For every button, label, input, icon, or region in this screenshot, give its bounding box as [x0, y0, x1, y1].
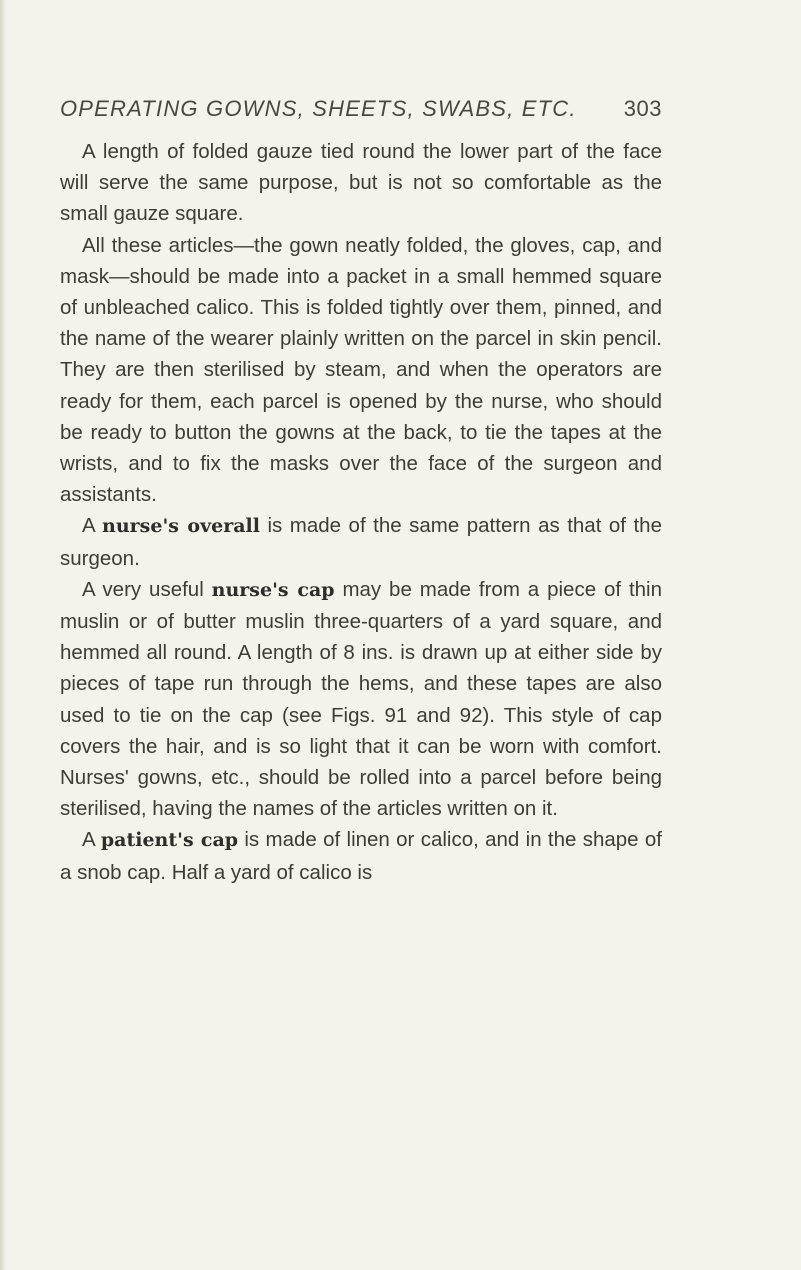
running-head-title: OPERATING GOWNS, SHEETS, SWABS, ETC. — [60, 96, 577, 121]
paragraph-gauze-length — [60, 136, 662, 230]
term-nurses-cap: nurse's cap — [211, 578, 335, 601]
paragraph-patients-cap — [60, 824, 662, 887]
paragraph-pre: A — [82, 828, 101, 852]
body-text — [60, 136, 662, 888]
page-number: 303 — [623, 96, 662, 121]
paragraph-packet — [60, 230, 662, 511]
paragraph-text: A length of folded gauze tied round the lower part of the face will serve the same purpose, but is not so comfortable as the small gauze square. — [60, 140, 662, 226]
book-page — [60, 96, 662, 888]
term-patients-cap: patient's cap — [100, 829, 239, 852]
paragraph-text: All these articles—the gown neatly folded, the gloves, cap, and mask—should be made into a packet in a small hemmed square of unbleached calico. This is folded tightly over them, pinned, and the name of the wearer plainly written on the parcel in skin pencil. They are then sterilised by steam, and when the operators are ready for them, each parcel is opened by the nurse, who should be ready to button the gowns at the back, to tie the tapes at the wrists, and to fix the masks over the face of the surgeon and assistants. — [60, 233, 662, 507]
running-head — [60, 96, 662, 136]
paragraph-nurses-overall — [60, 510, 662, 573]
paragraph-pre: A very useful — [82, 577, 212, 601]
term-nurses-overall: nurse's overall — [102, 515, 260, 538]
paragraph-nurses-cap — [60, 574, 662, 825]
paragraph-text: is made of linen or calico, and in the shape of a snob cap. Half a yard of calico is — [60, 828, 662, 884]
page-edge-shadow — [0, 0, 6, 1270]
paragraph-text: is made of the same pattern as that of the surgeon. — [60, 514, 662, 570]
paragraph-pre: A — [82, 514, 103, 538]
paragraph-text: may be made from a piece of thin muslin or of butter muslin three-quarters of a yard square, and hemmed all round. A length of 8 ins. is drawn up at either side by pieces of tape run through the hems, and these tapes are also used to tie on the cap (see Figs. 91 and 92). This style of cap covers the hair, and is so light that it can be worn with comfort. Nurses' gowns, etc., should be rolled into a parcel before being sterilised, having the names of the articles written on it. — [60, 577, 663, 821]
